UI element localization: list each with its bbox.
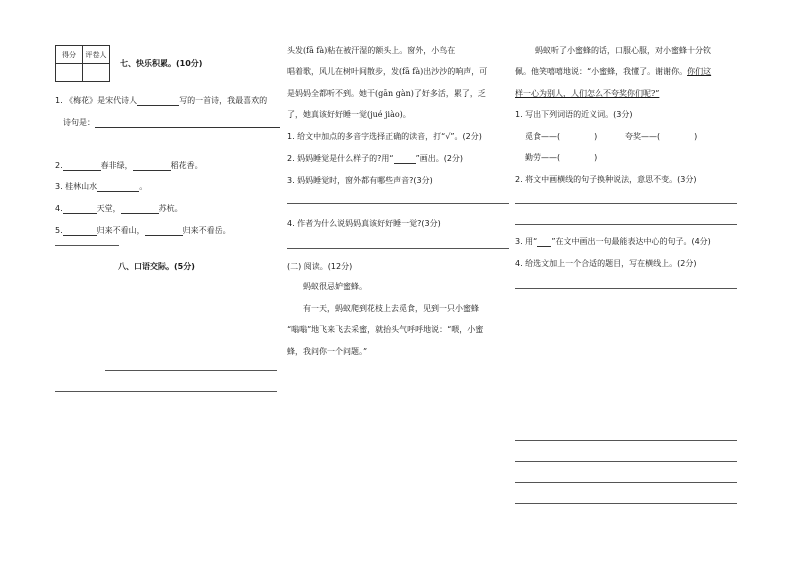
grader-label: 评卷人 <box>83 46 110 64</box>
passage-2-line-2 <box>515 66 711 77</box>
reading-passage-title: 蚂蚁很忌妒蜜蜂。 <box>303 282 367 291</box>
score-table <box>55 45 110 82</box>
underlined-sentence-start: 你们这 <box>687 67 712 76</box>
q5-blank-2[interactable] <box>145 226 183 236</box>
mid-question-2-text-b: ”画出。(2分) <box>415 154 464 163</box>
synonym-1 <box>525 131 597 142</box>
question-5-num: 5. <box>55 226 63 235</box>
synonym-3-close: ) <box>594 153 598 162</box>
q5-blank-1[interactable] <box>63 226 97 236</box>
question-4-text-c: 苏杭。 <box>158 204 183 213</box>
q4-blank-1[interactable] <box>63 204 97 214</box>
q2-blank-2[interactable] <box>133 161 171 171</box>
passage-1-line-1: 头发(fā fà)粘在被汗湿的额头上。窗外，小鸟在 <box>287 46 456 55</box>
synonym-2-word: 夸奖——( <box>625 132 661 141</box>
reading-line-1: 有一天，蚂蚁爬到花枝上去觅食，见到一只小蜜蜂 <box>303 304 479 313</box>
question-1-text-a: 1. 《梅花》是宋代诗人 <box>55 96 138 105</box>
right-question-3-text-b: ”在文中画出一句最能表达中心的句子。(4分) <box>551 237 711 246</box>
passage-1-line-4: 了，她真该好好睡一觉(jué jiào)。 <box>287 110 411 119</box>
question-5 <box>55 225 231 236</box>
question-3-text-a: 3. 桂林山水 <box>55 182 98 191</box>
q2-blank-1[interactable] <box>63 161 101 171</box>
poet-blank[interactable] <box>137 96 179 106</box>
passage-1-line-2: 唱着歌，风儿在树叶间散步，发(fā fà)出沙沙的响声，可 <box>287 67 488 76</box>
question-3-text-b: 。 <box>139 182 148 191</box>
question-2 <box>55 160 203 171</box>
right-answer-line-c[interactable] <box>515 482 737 483</box>
section-8-title: 八、口语交际。(5分) <box>118 262 195 271</box>
reading-line-3: 蜂，我问你一个问题。” <box>287 347 368 356</box>
right-q2-answer-line-2[interactable] <box>515 224 737 225</box>
question-2-text-b: 春非绿， <box>100 161 133 170</box>
synonym-2 <box>625 131 697 142</box>
synonym-3 <box>525 152 597 163</box>
mid-q3-answer-line[interactable] <box>287 203 509 204</box>
synonym-2-close: ) <box>694 132 698 141</box>
title-answer-line[interactable] <box>515 288 737 289</box>
oral-answer-line-1[interactable] <box>105 370 277 371</box>
question-4-text-b: 天堂， <box>96 204 121 213</box>
right-answer-line-d[interactable] <box>515 503 737 504</box>
score-cell[interactable] <box>56 64 83 82</box>
q5-extra-line[interactable] <box>55 245 119 246</box>
oral-answer-line-2[interactable] <box>55 391 277 392</box>
question-5-text-b: 归来不看山， <box>96 226 145 235</box>
question-3 <box>55 181 147 192</box>
question-1 <box>55 95 267 106</box>
right-question-3-text-a: 3. 用“ <box>515 237 538 246</box>
right-answer-line-a[interactable] <box>515 440 737 441</box>
question-1-text-c: 诗句是： <box>63 118 95 127</box>
question-5-text-c: 归来不看岳。 <box>182 226 231 235</box>
q3-blank[interactable] <box>97 182 139 192</box>
favorite-verse-blank[interactable] <box>95 118 280 128</box>
mid-question-3: 3. 妈妈睡觉时，窗外都有哪些声音?(3分) <box>287 176 433 185</box>
synonym-1-close: ) <box>594 132 598 141</box>
reading-section-title: (二) 阅读。(12分) <box>287 262 353 271</box>
underlined-sentence-end: 样一心为别人，人们怎么不夸奖你们呢?” <box>515 89 660 98</box>
right-question-3 <box>515 236 711 247</box>
passage-2-line-1: 蚂蚁听了小蜜蜂的话，口服心服，对小蜜蜂十分钦 <box>535 46 711 55</box>
synonym-1-word: 觅食——( <box>525 132 561 141</box>
mid-question-4: 4. 作者为什么说妈妈真该好好睡一觉?(3分) <box>287 219 441 228</box>
passage-1-line-3: 是妈妈全都听不到。她干(gān gàn)了好多活，累了，乏 <box>287 89 486 98</box>
passage-2-line-2-text: 佩。他笑嘻嘻地说：“小蜜蜂，我懂了。谢谢你。 <box>515 67 688 76</box>
question-1-text-b: 写的一首诗，我最喜欢的 <box>179 96 268 105</box>
right-answer-line-b[interactable] <box>515 461 737 462</box>
score-label: 得分 <box>56 46 83 64</box>
mid-q4-answer-line[interactable] <box>287 248 509 249</box>
question-2-num: 2. <box>55 161 63 170</box>
right-question-1: 1. 写出下列词语的近义词。(3分) <box>515 110 633 119</box>
straight-line-mark <box>537 237 551 247</box>
q4-blank-2[interactable] <box>121 204 159 214</box>
question-4 <box>55 203 183 214</box>
synonym-3-word: 勤劳——( <box>525 153 561 162</box>
mid-question-2-text-a: 2. 妈妈睡觉是什么样子的?用“ <box>287 154 394 163</box>
mid-question-2 <box>287 153 463 164</box>
section-7-title: 七、快乐积累。(10分) <box>120 59 203 68</box>
grader-cell[interactable] <box>83 64 110 82</box>
question-4-num: 4. <box>55 204 63 213</box>
question-1-line2 <box>63 117 280 128</box>
right-q2-answer-line-1[interactable] <box>515 203 737 204</box>
reading-line-2: “嗡嗡”地飞来飞去采蜜，就抬头气呼呼地说：“喂，小蜜 <box>287 325 484 334</box>
right-question-4: 4. 给选文加上一个合适的题目，写在横线上。(2分) <box>515 259 697 268</box>
wavy-line-mark <box>394 154 416 164</box>
question-2-text-c: 稻花香。 <box>170 161 203 170</box>
mid-question-1: 1. 给文中加点的多音字选择正确的读音，打“√”。(2分) <box>287 132 482 141</box>
right-question-2: 2. 将文中画横线的句子换种说法，意思不变。(3分) <box>515 175 697 184</box>
